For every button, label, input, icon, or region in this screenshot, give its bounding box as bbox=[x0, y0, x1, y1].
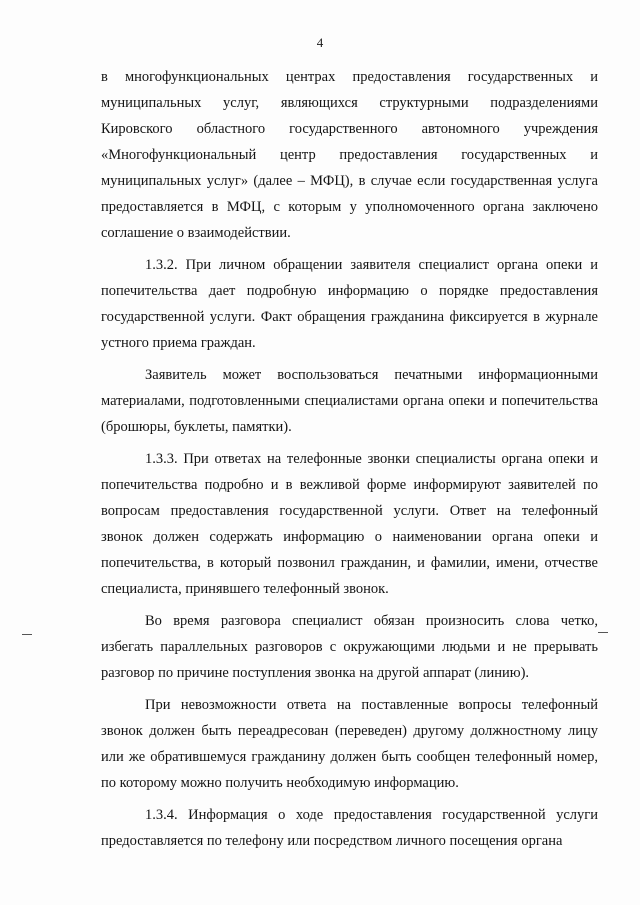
paragraph-printed-materials: Заявитель может воспользоваться печатными информационными материалами, подготовленными специалистами органа опеки и попечительства (брошюры, буклеты, памятки). bbox=[101, 367, 598, 435]
scan-artifact-left bbox=[22, 634, 32, 635]
paragraph-call-redirect: При невозможности ответа на поставленные вопросы телефонный звонок должен быть переадресован (переведен) другому должностному лицу или же обратившемуся гражданину должен быть сообщен телефонный номер, по которому можно получить необходимую информацию. bbox=[101, 697, 598, 791]
paragraph-conversation-rules: Во время разговора специалист обязан произносить слова четко, избегать параллельных разговоров с окружающими людьми и не прерывать разговор по причине поступления звонка на другой аппарат (линию). bbox=[101, 613, 598, 681]
paragraph-1-3-2-personal-visit: 1.3.2. При личном обращении заявителя специалист органа опеки и попечительства дает подробную информацию о порядке предоставления государственной услуги. Факт обращения гражданина фиксируется в журнале устного приема граждан. bbox=[101, 257, 598, 351]
document-body bbox=[101, 64, 598, 854]
page-number: 4 bbox=[316, 35, 324, 50]
paragraph-1-3-3-phone-calls: 1.3.3. При ответах на телефонные звонки специалисты органа опеки и попечительства подробно и в вежливой форме информируют заявителей по вопросам предоставления государственной услуги. Ответ на телефонный звонок должен содержать информацию о наименовании органа опеки и попечительства, в который позвонил гражданин, и фамилии, имени, отчестве специалиста, принявшего телефонный звонок. bbox=[101, 451, 598, 597]
paragraph-mfc-centers: в многофункциональных центрах предоставления государственных и муниципальных услуг, являющихся структурными подразделениями Кировского областного государственного автономного учреждения «Многофункциональный центр предоставления государственных и муниципальных услуг» (далее – МФЦ), в случае если государственная услуга предоставляется в МФЦ, с которым у уполномоченного органа заключено соглашение о взаимодействии. bbox=[101, 69, 598, 241]
paragraph-1-3-4-progress-info: 1.3.4. Информация о ходе предоставления государственной услуги предоставляется по телефону или посредством личного посещения органа bbox=[101, 807, 598, 849]
scan-artifact-right bbox=[598, 632, 608, 633]
